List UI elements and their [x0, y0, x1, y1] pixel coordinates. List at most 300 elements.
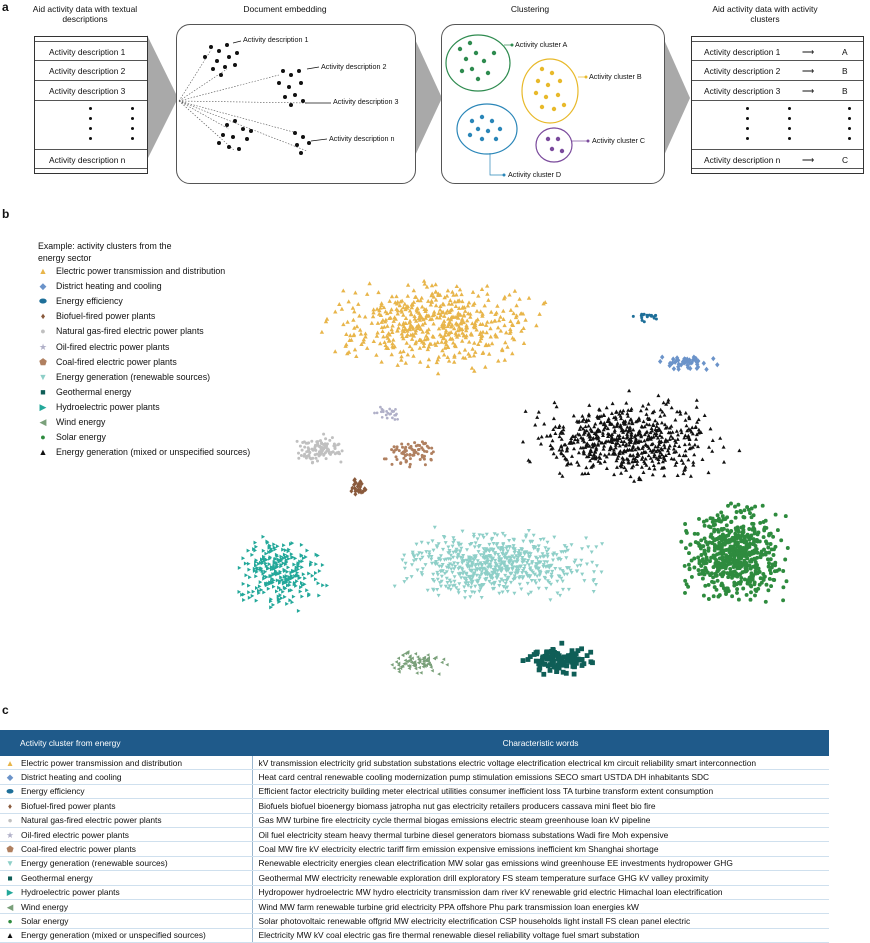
scatter-point: [405, 459, 408, 462]
cluster-cell: [0, 784, 252, 798]
scatter-point: [572, 664, 577, 669]
scatter-point: [390, 352, 394, 356]
scatter-point: [774, 513, 778, 517]
scatter-point: [579, 425, 583, 429]
scatter-point: [393, 666, 396, 670]
scatter-point: [247, 562, 251, 566]
scatter-point: [722, 527, 726, 531]
scatter-point: [746, 533, 750, 537]
scatter-point: [555, 653, 560, 658]
scatter-point: [498, 315, 502, 319]
scatter-point: [472, 301, 476, 305]
scatter-point: [310, 560, 314, 564]
cluster-name: Biofuel-fired power plants: [21, 800, 116, 811]
scatter-point: [381, 416, 384, 419]
scatter-point: [618, 409, 622, 413]
scatter-point: [434, 303, 438, 307]
scatter-point: [429, 458, 432, 461]
cluster-label-b: Activity cluster B: [589, 72, 642, 81]
scatter-point: [735, 587, 739, 591]
scatter-point: [311, 574, 315, 578]
embedding-label-3: Activity description 3: [333, 97, 399, 106]
scatter-point: [717, 543, 721, 547]
scatter-point: [272, 578, 276, 582]
table-row: [0, 928, 829, 942]
scatter-point: [508, 319, 512, 323]
scatter-point: [436, 578, 440, 582]
scatter-point: [739, 576, 743, 580]
scatter-point: [503, 340, 507, 344]
scatter-point: [536, 436, 540, 440]
scatter-point: [570, 454, 574, 458]
scatter-point: [655, 318, 658, 321]
scatter-point: [441, 548, 445, 552]
scatter-point: [473, 585, 477, 589]
legend-label: Energy efficiency: [56, 296, 123, 307]
scatter-point: [592, 590, 596, 594]
scatter-point: [307, 572, 311, 576]
scatter-point: [572, 672, 577, 677]
scatter-point: [753, 558, 757, 562]
scatter-point: [767, 551, 771, 555]
scatter-point: [647, 466, 651, 470]
scatter-point: [291, 541, 295, 545]
scatter-point: [386, 331, 390, 335]
scatter-point: [745, 546, 749, 550]
scatter-point: [435, 546, 439, 550]
scatter-point: [541, 672, 546, 677]
scatter-point: [553, 401, 557, 405]
scatter-point: [295, 579, 299, 583]
scatter-point: [480, 287, 484, 291]
scatter-point: [254, 541, 258, 545]
scatter-point: [490, 341, 494, 345]
scatter-point: [510, 351, 514, 355]
output-row-1-text: Activity description 1: [704, 47, 781, 57]
scatter-point: [748, 563, 752, 567]
scatter-point: [736, 503, 740, 507]
scatter-point: [445, 577, 449, 581]
scatter-point: [625, 412, 629, 416]
scatter-point: [560, 660, 565, 665]
scatter-point: [685, 531, 689, 535]
scatter-point: [292, 595, 296, 599]
scatter-point: [404, 447, 407, 450]
scatter-point: [720, 557, 724, 561]
scatter-point: [680, 458, 684, 462]
scatter-point: [388, 299, 392, 303]
scatter-point: [785, 579, 789, 583]
scatter-point: [712, 580, 716, 584]
scatter-point: [717, 552, 721, 556]
table-row: [0, 856, 829, 870]
scatter-point: [675, 410, 679, 414]
scatter-point: [423, 442, 426, 445]
scatter-point: [419, 458, 422, 461]
cluster-name: Oil-fired electric power plants: [21, 829, 129, 840]
legend-label: Coal-fired electric power plants: [56, 356, 177, 367]
scatter-point: [779, 538, 783, 542]
scatter-point: [445, 663, 448, 667]
scatter-point: [765, 583, 769, 587]
scatter-point: [451, 545, 455, 549]
scatter-point: [409, 446, 412, 449]
scatter-point: [321, 563, 325, 567]
scatter-point: [728, 567, 732, 571]
scatter-point: [440, 340, 444, 344]
legend-item: [36, 311, 155, 321]
scatter-point: [381, 318, 385, 322]
scatter-point: [781, 585, 785, 589]
scatter-point: [317, 594, 321, 598]
legend-label: Wind energy: [56, 417, 106, 427]
pentagon-icon: ⬟: [39, 356, 47, 367]
cluster-cell: [0, 756, 252, 770]
scatter-point: [465, 548, 469, 552]
scatter-point: [426, 542, 430, 546]
scatter-point: [402, 580, 406, 584]
scatter-point: [399, 358, 403, 362]
scatter-point: [707, 524, 711, 528]
scatter-point: [713, 538, 717, 542]
table-row: [0, 885, 829, 899]
scatter-point: [502, 323, 506, 327]
scatter-point: [521, 577, 525, 581]
scatter-point: [537, 410, 541, 414]
scatter-point: [631, 428, 635, 432]
scatter-point: [711, 575, 715, 579]
scatter-point: [747, 508, 751, 512]
scatter-point: [446, 581, 450, 585]
scatter-point: [738, 566, 742, 570]
scatter-point: [733, 559, 737, 563]
scatter-point: [395, 660, 398, 664]
square-icon: ■: [40, 386, 46, 397]
scatter-point: [348, 333, 352, 337]
scatter-point: [710, 449, 714, 453]
scatter-point: [703, 537, 707, 541]
scatter-point: [760, 581, 764, 585]
scatter-point: [434, 282, 438, 286]
scatter-point: [684, 449, 688, 453]
scatter-point: [418, 346, 422, 350]
cluster-name: Coal-fired electric power plants: [21, 844, 136, 855]
scatter-point: [386, 417, 389, 420]
scatter-point: [629, 475, 633, 479]
scatter-point: [406, 294, 410, 298]
scatter-point: [485, 292, 489, 296]
scatter-point: [745, 593, 749, 597]
scatter-point: [719, 510, 723, 514]
scatter-point: [294, 556, 298, 560]
scatter-point: [290, 552, 294, 556]
right-triangle-icon: ▶: [6, 887, 14, 898]
scatter-point: [688, 567, 692, 571]
scatter-point: [404, 361, 408, 365]
scatter-point: [734, 563, 738, 567]
scatter-point: [401, 446, 404, 449]
scatter-point: [390, 663, 393, 667]
output-row-1: [692, 41, 863, 61]
scatter-point: [475, 309, 479, 313]
scatter-point: [431, 322, 435, 326]
cluster-cell: [0, 827, 252, 841]
scatter-point: [395, 413, 398, 416]
legend-item: [36, 326, 204, 336]
scatter-point: [725, 586, 729, 590]
scatter-point: [314, 577, 318, 581]
scatter-point: [409, 463, 412, 466]
scatter-point: [759, 555, 763, 559]
scatter-point: [664, 438, 668, 442]
legend-item: [36, 281, 162, 292]
scatter-point: [341, 322, 345, 326]
scatter-point: [463, 590, 467, 594]
scatter-point: [753, 593, 757, 597]
scatter-point: [427, 357, 431, 361]
input-row-2: Activity description 2: [35, 61, 147, 81]
scatter-point: [520, 571, 524, 575]
scatter-point: [662, 401, 666, 405]
legend-label: Biofuel-fired power plants: [56, 311, 156, 322]
scatter-point: [769, 557, 773, 561]
header-words: Characteristic words: [252, 730, 829, 756]
scatter-point: [448, 298, 452, 302]
scatter-point: [308, 454, 311, 457]
scatter-point: [582, 417, 586, 421]
panel-a-letter: a: [2, 0, 9, 14]
output-header: Aid activity data with activity clusters: [712, 4, 818, 24]
scatter-point: [460, 299, 464, 303]
scatter-point: [265, 558, 269, 562]
scatter-point: [397, 667, 400, 671]
scatter-point: [537, 668, 542, 673]
scatter-point: [301, 449, 304, 452]
scatter-point: [303, 576, 307, 580]
scatter-point: [394, 294, 398, 298]
scatter-point: [453, 575, 457, 579]
scatter-point: [352, 309, 356, 313]
scatter-point: [272, 585, 276, 589]
input-header: Aid activity data with textual descriptions: [32, 4, 138, 24]
scatter-point: [513, 289, 517, 293]
scatter-point: [620, 456, 624, 460]
scatter-point: [297, 609, 301, 613]
scatter-point: [640, 316, 643, 319]
scatter-point: [696, 556, 700, 560]
flow-arrow-1: [147, 35, 178, 160]
scatter-point: [527, 593, 531, 597]
scatter-point: [375, 331, 379, 335]
scatter-point: [420, 573, 424, 577]
scatter-point: [555, 455, 559, 459]
scatter-point: [621, 435, 625, 439]
scatter-point: [420, 305, 424, 309]
scatter-point: [711, 438, 715, 442]
scatter-point: [721, 583, 725, 587]
arrow-icon: ⟶: [802, 47, 815, 57]
scatter-point: [567, 588, 571, 592]
scatter-point: [717, 519, 721, 523]
scatter-point: [347, 299, 351, 303]
scatter-point: [728, 555, 732, 559]
scatter-point: [473, 545, 477, 549]
diamond-icon: ◆: [39, 281, 47, 292]
scatter-point: [303, 446, 306, 449]
scatter-point: [300, 543, 304, 547]
scatter-point: [552, 536, 556, 540]
scatter-point: [659, 408, 663, 412]
scatter-point: [457, 350, 461, 354]
scatter-point: [697, 517, 701, 521]
scatter-point: [733, 535, 737, 539]
scatter-point: [300, 454, 303, 457]
scatter-point: [421, 567, 425, 571]
scatter-point: [769, 542, 773, 546]
scatter-point: [741, 525, 745, 529]
scatter-point: [463, 348, 467, 352]
legend-item: [36, 372, 210, 382]
scatter-point: [730, 539, 734, 543]
scatter-point: [694, 540, 698, 544]
scatter-point: [527, 529, 531, 533]
scatter-point: [577, 451, 581, 455]
scatter-point: [442, 658, 445, 662]
scatter-point: [725, 523, 729, 527]
scatter-point: [411, 354, 415, 358]
scatter-point: [472, 341, 476, 345]
scatter-point: [457, 591, 461, 595]
scatter-point: [451, 541, 455, 545]
left-triangle-icon: ◀: [39, 417, 47, 427]
scatter-point: [724, 592, 728, 596]
scatter-point: [395, 455, 398, 458]
scatter-point: [344, 332, 348, 336]
scatter-point: [404, 562, 408, 566]
thin-diamond-icon: ♦: [40, 311, 46, 322]
scatter-point: [532, 534, 536, 538]
scatter-point: [320, 448, 323, 451]
scatter-point: [572, 414, 576, 418]
output-row-3-cluster: B: [842, 86, 848, 96]
scatter-point: [424, 463, 427, 466]
legend-label: Electric power transmission and distribution: [56, 266, 226, 276]
scatter-point: [607, 452, 611, 456]
scatter-point: [378, 341, 382, 345]
scatter-point: [742, 515, 746, 519]
scatter-point: [322, 443, 325, 446]
scatter-point: [550, 654, 555, 659]
scatter-point: [495, 534, 499, 538]
scatter-point: [660, 421, 664, 425]
scatter-point: [452, 360, 456, 364]
scatter-point: [376, 290, 380, 294]
scatter-point: [354, 354, 358, 358]
scatter-point: [247, 590, 251, 594]
scatter-point: [600, 571, 604, 575]
flow-arrow-3: [662, 35, 690, 160]
black-triangle-icon: ▲: [5, 930, 15, 941]
clustering-panel: [441, 24, 665, 184]
output-row-2: [692, 61, 863, 81]
scatter-point: [396, 458, 399, 461]
scatter-point: [521, 326, 525, 330]
scatter-point: [522, 341, 526, 345]
cluster-name: Energy generation (renewable sources): [21, 858, 168, 869]
scatter-point: [672, 366, 676, 371]
scatter-point: [449, 568, 453, 572]
scatter-point: [319, 439, 322, 442]
scatter-point: [310, 457, 313, 460]
scatter-point: [689, 543, 693, 547]
scatter-point: [742, 530, 746, 534]
scatter-point: [408, 454, 411, 457]
scatter-point: [762, 535, 766, 539]
scatter-point: [259, 580, 263, 584]
scatter-point: [566, 461, 570, 465]
scatter-point: [316, 443, 319, 446]
scatter-point: [622, 448, 626, 452]
scatter-point: [644, 443, 648, 447]
scatter-point: [686, 585, 690, 589]
scatter-point: [264, 570, 268, 574]
cluster-cell: [0, 899, 252, 913]
scatter-point: [662, 474, 666, 478]
scatter-point: [627, 421, 631, 425]
scatter-point: [662, 443, 666, 447]
scatter-point: [548, 598, 552, 602]
scatter-point: [763, 575, 767, 579]
scatter-point: [406, 283, 410, 287]
diamond-icon: ◆: [6, 772, 14, 783]
scatter-point: [605, 406, 609, 410]
scatter-point: [482, 536, 486, 540]
scatter-point: [677, 453, 681, 457]
scatter-point: [539, 442, 543, 446]
scatter-point: [683, 564, 687, 568]
scatter-point: [327, 448, 330, 451]
scatter-point: [684, 418, 688, 422]
scatter-point: [527, 296, 531, 300]
scatter-point: [756, 551, 760, 555]
scatter-point: [658, 359, 662, 364]
scatter-point: [435, 588, 439, 592]
scatter-point: [539, 538, 543, 542]
scatter-point: [653, 419, 657, 423]
scatter-point: [573, 561, 577, 565]
scatter-point: [333, 310, 337, 314]
scatter-point: [709, 427, 713, 431]
scatter-point: [684, 546, 688, 550]
star-icon: ★: [6, 829, 14, 840]
scatter-point: [640, 424, 644, 428]
scatter-point: [405, 333, 409, 337]
table-row: [0, 914, 829, 928]
scatter-point: [437, 355, 441, 359]
scatter-point: [705, 518, 709, 522]
scatter-point: [624, 401, 628, 405]
scatter-point: [374, 353, 378, 357]
scatter-point: [351, 306, 355, 310]
down-triangle-icon: ▼: [5, 858, 15, 869]
scatter-point: [489, 310, 493, 314]
scatter-point: [319, 453, 322, 456]
scatter-point: [296, 440, 299, 443]
output-table: [691, 36, 864, 174]
scatter-point: [769, 584, 773, 588]
scatter-point: [262, 590, 266, 594]
scatter-point: [381, 335, 385, 339]
